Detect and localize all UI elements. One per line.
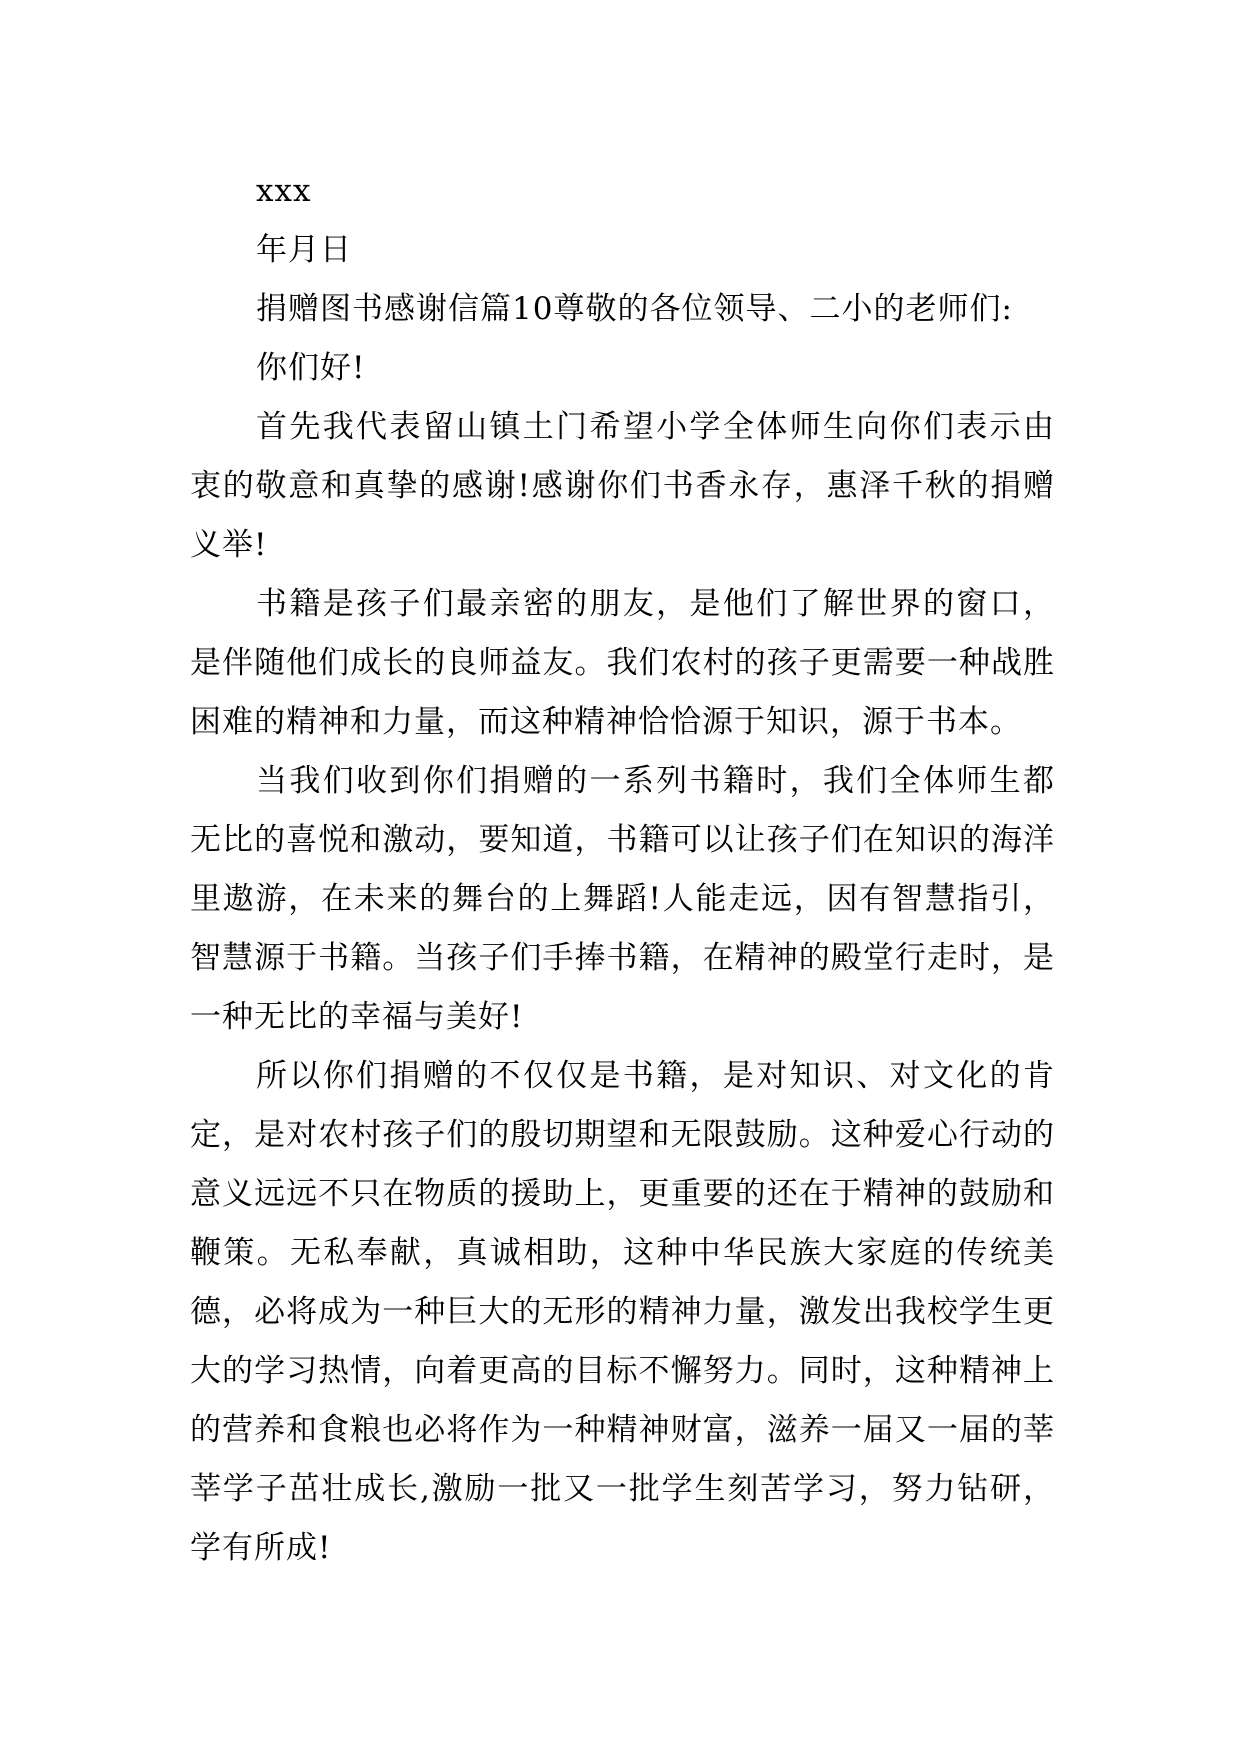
paragraph-4: 所以你们捐赠的不仅仅是书籍，是对知识、对文化的肯定，是对农村孩子们的殷切期望和无限鼓励。这种爱心行动的意义远远不只在物质的援助上，更重要的还在于精神的鼓励和鞭策。无私奉献，真诚相助，这种中华民族大家庭的传统美德，必将成为一种巨大的无形的精神力量，激发出我校学生更大的学习热情，向着更高的目标不懈努力。同时，这种精神上的营养和食粮也必将作为一种精神财富，滋养一届又一届的莘莘学子茁壮成长,激励一批又一批学生刻苦学习，努力钻研，学有所成! <box>190 1058 1055 1566</box>
paragraph-2: 书籍是孩子们最亲密的朋友，是他们了解世界的窗口，是伴随他们成长的良师益友。我们农村的孩子更需要一种战胜困难的精神和力量，而这种精神恰恰源于知识，源于书本。 <box>190 586 1055 740</box>
letter-title: 捐赠图书感谢信篇10尊敬的各位领导、二小的老师们: <box>256 291 1013 327</box>
paragraph-1: 首先我代表留山镇土门希望小学全体师生向你们表示由衷的敬意和真挚的感谢!感谢你们书香永存，惠泽千秋的捐赠义举! <box>190 409 1055 563</box>
letter-body <box>190 162 1055 1578</box>
paragraph-3: 当我们收到你们捐赠的一系列书籍时，我们全体师生都无比的喜悦和激动，要知道，书籍可以让孩子们在知识的海洋里遨游，在未来的舞台的上舞蹈!人能走远，因有智慧指引，智慧源于书籍。当孩子们手捧书籍，在精神的殿堂行走时，是一种无比的幸福与美好! <box>190 763 1055 1035</box>
date-line: 年月日 <box>256 232 352 268</box>
greeting: 你们好! <box>256 350 366 386</box>
signature: xxx <box>256 173 312 209</box>
